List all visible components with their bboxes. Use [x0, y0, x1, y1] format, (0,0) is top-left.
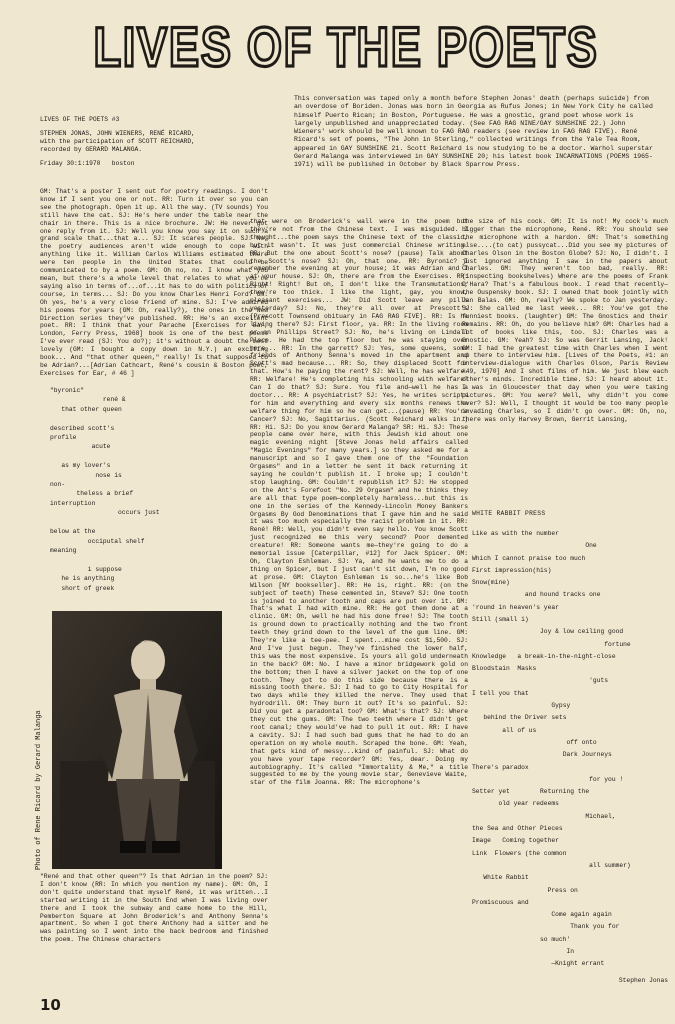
column-3-text: the size of his cock. GM: It is not! My cock's much bigger than the microphone, René. RR: You should see the microphone with a hardon. GM: That's something else....(to cat) pussycat...Did you see my pictures of Charles Olson in the Boston Globe? SJ: No, I didn't. I just ignored anything I saw in the papers about Charles. GM: They weren't too bad, really. RR: (inspecting bookshelves) Where are the poems of Frank O'Hara? That's a fabulous book. I read that recently—the Ouspensky book. SJ: I owned that book jointly with Jan Balas. GM: Oh, really? We spoke to Jan yesterday. SJ: She called me last week... RR: You've got the funniest books. (laughter) GM: The Gnostics and their Remains. RR: Oh, do you believe him? GM: Charles had a lot of books like this, too. SJ: Charles was a Gnostic. GM: Yeah? SJ: So was Gerrit Lansing, Jack! GM: I had the greatest time with Charles when I went up there to interview him. [Lives of the Poets, #1: an interview-dialogue with Charles Olson, Paris Review #49, 1970] And I shot films of him. We just blew each other's minds. Incredible time. SJ: I heard about it. I was in Gloucester that day when you were taking pictures. GM: You were? Well, why didn't you come over? SJ: Well, I thought it would be too many people invading Charles, so I didn't go over. GM: Oh, no, there was only Harvey Brown, Gerrit Lansing, [462, 218, 668, 423]
column-2-text: that were on Broderick's wall were in the poem but they're not from the Chinese text. I was misguided. I thought...the poem says the Chinese text of the classic, but it wasn't. It was just commercial Chinese writing. RR: But the one about Scott's nose? (pause) Talk about the Scott's nose? SJ: Oh, that one. RR: Byronic? I remember the evening at your house; it was Adrian and I at your house. SJ: Oh, there are from the Exercises. RR: Right! Right! But oh, I don't like the Transmutations; they're too thick. I like the light, gay, you know, pleasant exercises... JW: Did Scott leave any pills yesterday? SJ: No, they're all over at Prescott's [Prescott Townsend obituary in FAG RAG FIVE]. RR: Is he living there? SJ: First floor, ya. RR: In the living room or on Phillips Street? SJ: No, he's living on Lindall Place. He had the top floor but he was staying over here... RR: In the garrett? SJ: Yes, some queens, some friends of Anthony Senna's moved in the apartment and Scott's mad because... RR: So, they displaced Scott for that. How's he paying the rent? SJ: Well, he has welfare. RR: Welfare! He's completing his schooling with welfare? Can I do that? SJ: Sure. You file and—well he has a doctor... RR: A psychiatrist? SJ: Yes, he writes scripts for him and everything and every six months renews the welfare thing for him so he can get...(pause) RR: You're Cancer? SJ: No, Sagittarius. (Scott Reichard walks in.) RR: Hi. SJ: Do you know Gerard Malanga? SR: Hi. SJ: These people came over here, with this Jewish kid about one magic evening night [Steve Jonas held affairs called "Magic Evenings" for many years.] so they asked me for a manuscript and so I gave them one of the "Foundation Orgasms" and in a letter he sent it back returning it saying he couldn't publish it. I broke up; I couldn't stop laughing. GM: Couldn't republish it? SJ: He stopped on the Ant's Forefoot "No. 29 Orgasm" and he thinks they are all that type poem—completely harmless...but this is one in the series of the Kennedy-Lincoln Money Bankers Orgasms By God Denominations that I gave him and he said it was too much especially the racist problem in it. RR: René! RR: Well, you didn't even say hello. You know Scott just recognized me this very second? Poor demented creature! RR: Someone wants me—they're going to do a memorial issue [Caterpillar, #12] for Jack Spicer. GM: Oh, Clayton Eshleman. SJ: Ya, and he wants me to do a thing on Spicer, but I just can't sit down, I'm no good at prose. GM: Clayton Eshleman is so...he's like Bob Wilson [NY bookseller]. RR: He is, right. RR: (on the subject of teeth) These cemented in, Steve? SJ: One tooth is joined to another tooth and caps are put over it. GM: That's what I had with mine. RR: He got them done at a clinic. GM: Oh, well he had his done free! SJ: The tooth is ground down to practically nothing and the two front teeth they grind down to the level of the gum line. GM: They're like a tee-pee. I spent...mine cost $1,500. SJ: And I've just begun. They've finished the lower half, this was the most expensive. Is yours all gold underneath in the back? GM: No. I have a minor bridgework gold on the bottom; then I have a silver jacket on the top of one tooth. They got to do this side because there is a missing tooth there. SJ: I had to go to City Hospital for two days while they killed the nerve. They used that hydrodrill. GM: They burn it out? It's so painful. SJ: Did you get a paradontal too? GM: What's that? SJ: Where they cut the gums. GM: The two teeth where I didn't get root canal; they would've had to pull it out. RR: I have a cavity. SJ: I had such bad gums that he had to do an operation on my whole mouth. Scraped the bone. GM: Yeah, that gets kind of messy...kind of painful. SJ: What do you have your tape recorder? GM: Yes, dear. Doing my autobiography. It's called "Immortality & Me," a title suggested to me by the young movie star, Genevieve Waite, star of the film Joanna. RR: The microphone's [250, 218, 468, 787]
participants: STEPHEN JONAS, JOHN WIENERS, RENÉ RICARD, [40, 129, 195, 137]
poem-line: Come again again [472, 911, 612, 919]
intro-note [294, 95, 657, 170]
poem-line: profile [50, 434, 77, 442]
poem-line: behind the Driver sets [472, 714, 567, 722]
poem-line: Image Coming together [472, 837, 559, 845]
poem-line: Snow(mine) [472, 579, 510, 587]
poem-line: occurs just [50, 509, 160, 517]
poem-line [50, 555, 270, 564]
poem-line: all summer) [472, 861, 631, 869]
poem-line [50, 414, 270, 423]
poem-line: off onto [472, 738, 597, 746]
poem-line: Knowledge a break-in-the-night-close [472, 652, 616, 660]
poem-2-author: Stephen Jonas [618, 976, 668, 984]
poem-line: fortune [472, 640, 631, 648]
photo-credit-text: Photo of Rene Ricard by Gerard Malanga [35, 710, 43, 870]
poem-line: There's paradox [472, 763, 529, 771]
article-header [40, 116, 270, 168]
poem-line: Dark Journeys [472, 751, 612, 759]
poem-line: Press on [472, 886, 578, 894]
poem-line: all of us [472, 726, 537, 734]
poem-line: In [472, 948, 575, 955]
participation: with the participation of SCOTT REICHARD, [40, 137, 195, 145]
poem-line: Gypsy [472, 702, 571, 710]
poem-line: short of greek [50, 584, 115, 592]
poem-line: interruption [50, 499, 96, 507]
poem-line: Still (small i) [472, 615, 529, 623]
page-number: 10 [40, 996, 61, 1014]
poem-line: nose is [50, 471, 122, 479]
poem-line: Which I cannot praise too much [472, 554, 586, 562]
column-1-text: GM: That's a poster I sent out for poetry readings. I don't know if I sent you one or not. RR: Turn it over so you can see the photograph. Open it up. All the way. (TV sounds) You still have the cat. SJ: He's here under the table near the chair in there. This is a nice brochure. JW: He never got one reply from it. SJ: Well you know you say it on such a grand scale that...that a... SJ: It scares people. SJ: No, the poetry audiences aren't wide enough to cope with anything like it. William Carlos Williams estimated there were ten people in the United States that could be communicated to by a poem. GM: Oh no, no. I know what you mean, but there's a whole level that relates to what you're saying also in terms of...of...it has to do with politics of course, in terms... SJ: Do you know Charles Henri Ford? GM: Oh yes, he's a very close friend of mine. SJ: I've admired his poems for years (GM: Oh, really?), the ones in the New Direction series they've published. RR: He's an excellent poet. RR: I think that your Parache [Exercises for Ear, London, Ferry Press, 1968] book is one of the best poems I've ever read (SJ: You do?); it's without a doubt the most lovely (GM: I bought a copy down in N.Y.) an exciting book... And "that other queen," really! Is that supposed to be Adrian?...[Adrian Cathcart, René's cousin & Boston poet, Exercises for Ear, # 46 ] [40, 188, 268, 377]
poem-line [50, 518, 270, 527]
poem-line: Like as with the number [472, 529, 559, 537]
recorded-by: recorded by GERARD MALANGA. [40, 145, 143, 153]
poem-line: meaning [50, 546, 77, 554]
column-2 [250, 218, 468, 1018]
poem-line: so much' [472, 935, 571, 943]
poem-line: 'guts [472, 677, 609, 685]
poem-line: One [472, 542, 597, 550]
poem-line: White Rabbit [472, 874, 529, 882]
poem-line: Thank you for [472, 923, 620, 931]
photo-credit [30, 700, 44, 870]
column-3 [462, 218, 668, 508]
page-banner [86, 10, 606, 84]
poem-line: old year redeems [472, 800, 559, 808]
poem-line: Michael, [472, 812, 616, 820]
column-1-bottom [40, 873, 268, 993]
poem-line: I tell you that [472, 689, 529, 697]
poem-line: "byronic" [50, 387, 85, 394]
intro-text: This conversation was taped only a month before Stephen Jonas' death (perhaps suicide) from an overdose of Boriden. Jonas was born in Georgia as Rufus Jones; in New York City he called himself Puerto Rican; in Boston, Portuguese. He was a gnostic, grand poet whose work is largely unpublished and unappreciated today. (See FAG RAG NINE/GAY SUNSHINE 22.) John Wieners' work should be well known to FAG RAG readers (see review in FAG RAG FIVE). René Ricard's set of poems, "The John in Sterling," collected writings from the Yale Tea Room, appeared in GAY SUNSHINE 21. Scott Reichard is now studying to be a doctor. Warhol superstar Gerard Malanga was interviewed in GAY SUNSHINE 20; his latest book INCARNATIONS (POEMS 1965-1971) will be published in October by Black Sparrow Press. [294, 95, 657, 169]
poem-line: below at the [50, 528, 96, 536]
date-line: Friday 30:1:1970 boston [40, 159, 135, 167]
poem-line: acute [50, 443, 111, 451]
poem-line: Joy & low ceiling good [472, 628, 624, 636]
banner-title: LIVES OF THE POETS [93, 15, 599, 78]
poem-line: Link Flowers (the common [472, 849, 567, 857]
poem-line: described scott's [50, 424, 115, 432]
portrait-image [52, 611, 222, 869]
poem-line: Bloodstain Masks [472, 665, 537, 673]
series-label: LIVES OF THE POETS #3 [40, 116, 120, 123]
poem-line: he is anything [50, 575, 115, 583]
poem-line: theless a brief [50, 490, 134, 498]
poem-line: Promiscuous and [472, 898, 529, 906]
poem-line: and hound tracks one [472, 591, 601, 599]
poem-line [50, 452, 270, 461]
column-1-bottom-text: "René and that other queen"? Is that Adrian in the poem? SJ: I don't know (RR: In which you mention my name). GM: Oh, I don't quite understand that myself René, it was written...I started writing it in the South End when I was living over there and I took the subway and came home to the Hill, Pemberton Square at John Broderick's and Anthony Senna's apartment. So when I got there Anthony had a sitter and he was painting so I went into the back bedroom and finished the poem. The Chinese characters [40, 873, 268, 944]
poem-line: non- [50, 481, 66, 489]
column-1-top [40, 188, 268, 382]
poem-line: rené & [50, 396, 126, 404]
poem-line: as my lover's [50, 462, 111, 470]
poem-2-lines [472, 528, 668, 971]
poem-line: 'round in heaven's year [472, 603, 559, 611]
photo-rene-ricard [52, 611, 222, 869]
poem-line: Setter yet Returning the [472, 788, 590, 796]
poem-white-rabbit [472, 510, 668, 1000]
poem-line: for you ! [472, 775, 624, 783]
poem-line: i suppose [50, 565, 122, 573]
poem-line: the Sea and Other Pieces [472, 825, 563, 833]
poem-line: occiputal shelf [50, 537, 145, 545]
poem-line: —Knight errant [472, 960, 605, 968]
poem-line: First impression(his) [472, 566, 552, 574]
poem-line: that other queen [50, 405, 122, 413]
poem-2-title: WHITE RABBIT PRESS [472, 510, 546, 517]
poem-byronic [50, 386, 270, 598]
